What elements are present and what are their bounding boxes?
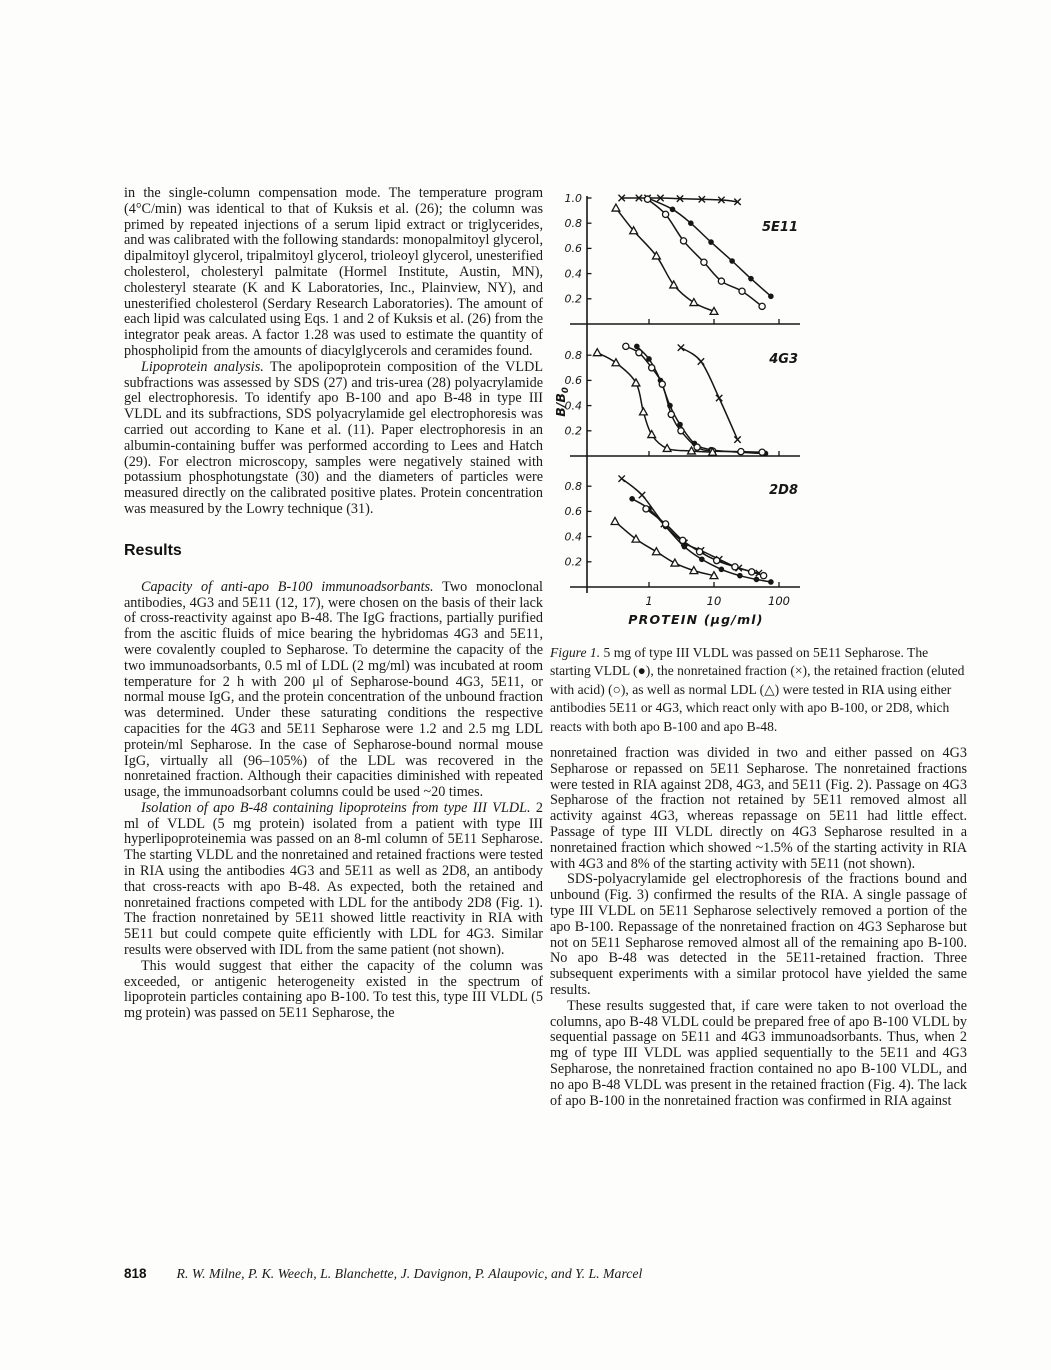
svg-text:5E11: 5E11 [761, 220, 798, 235]
paragraph-lead: Lipoprotein analysis. [141, 358, 264, 375]
paragraph [124, 360, 543, 518]
paragraph-text: 2 ml of VLDL (5 mg protein) isolated from a patient with type III hyperlipoproteinemia was passed on an 8-ml column of 5E11 Sepharose. The starting VLDL and the nonretained and retained fractions were tested in RIA using the antibodies 4G3 and 5E11 as well as 2D8, an antibody that cross-reacts with apo B-48. As expected, both the retained and nonretained fractions competed with LDL for the antibody 2D8 (Fig. 1). The fraction nonretained by 5E11 showed little reactivity in RIA with 5E11 but could compete quite efficiently with LDL for 4G3. Similar results were observed with IDL from the same patient (not shown). [124, 799, 543, 959]
svg-text:1: 1 [645, 594, 653, 608]
footer-authors: R. W. Milne, P. K. Weech, L. Blanchette, J. Davignon, P. Alaupovic, and Y. L. Marcel [176, 1266, 643, 1281]
svg-text:100: 100 [768, 594, 790, 608]
paragraph-text: nonretained fraction was divided in two and either passed on 4G3 Sepharose or repassed on 5E11 Sepharose. The nonretained fractions were tested in RIA against 2D8, 4G3, and 5E11 (Fig. 2). Passage on 4G3 Sepharose of the fraction not retained by 5E11 removed almost all activity against 4G3, whereas repassage on 5E11 had little effect. Passage of type III VLDL directly on 4G3 Sepharose resulted in a nonretained fraction which showed ~1.5% of the starting activity in RIA with 4G3 and 8% of the starting activity with 5E11 (not shown). [550, 745, 967, 872]
svg-text:0.6: 0.6 [564, 505, 582, 519]
paragraph [124, 959, 543, 1022]
page-footer [124, 1266, 984, 1282]
paragraph [550, 999, 967, 1110]
svg-text:0.4: 0.4 [564, 267, 582, 281]
svg-text:0.2: 0.2 [564, 424, 582, 438]
right-column [550, 746, 967, 1109]
svg-text:0.8: 0.8 [564, 217, 582, 230]
svg-text:B/B0: $B/B_0$ [554, 387, 571, 417]
paragraph [124, 801, 543, 959]
svg-text:0.8: 0.8 [564, 480, 582, 493]
page-number: 818 [124, 1266, 147, 1281]
paragraph [124, 186, 543, 360]
section-heading-results: Results [124, 541, 182, 559]
paragraph [124, 580, 543, 801]
ria-competition-chart [554, 190, 824, 638]
figure-1-caption [550, 644, 966, 737]
paragraph-text: This would suggest that either the capacity of the column was exceeded, or antigenic heterogeneity existed in the spectrum of lipoprotein particles containing apo B-100. To test this, type III VLDL (5 mg protein) was passed on 5E11 Sepharose, the [124, 957, 543, 1022]
svg-text:2D8: 2D8 [769, 483, 798, 498]
paragraph-text: in the single-column compensation mode. The temperature program (4°C/min) was identical to that of Kuksis et al. (26); the column was primed by repeated injections of a serum lipid extract or triglycerides, and was calibrated with the following standards: monopalmitoyl glycerol, dipalmitoyl glycerol, tripalmitoyl glycerol, trioleoyl glycerol, unesterified cholesterol, cholesteryl palmitate (Hormel Institute, Austin, MN), cholesteryl stearate (K and K Laboratories, Inc., Plainview, NY), and unesterified cholesterol (Serdary Research Laboratories). The amount of each lipid was calculated using Eqs. 1 and 2 of Kuksis et al. (26) from the integrator peak areas. A factor 1.28 was used to estimate the quantity of phospholipid from the amounts of diacylglycerols and ceramides found. [124, 185, 543, 359]
svg-text:0.8: 0.8 [564, 349, 582, 362]
svg-text:0.4: 0.4 [564, 530, 582, 544]
paragraph-text: These results suggested that, if care were taken to not overload the columns, apo B-48 VLDL could be prepared free of apo B-100 VLDL by sequential passage on 5E11 and 4G3 immunoadsorbants. Thus, when 2 mg of type III VLDL was applied sequentially to the 5E11 and 4G3 Sepharose, the nonretained fraction contained no apo B-100 VLDL, and no apo B-48 VLDL was present in the retained fraction (Fig. 4). The lack of apo B-100 in the nonretained fraction was confirmed in RIA against [550, 997, 967, 1109]
svg-text:0.6: 0.6 [564, 242, 582, 256]
svg-text:0.2: 0.2 [564, 555, 582, 569]
svg-text:0.2: 0.2 [564, 292, 582, 306]
left-column [124, 186, 543, 1022]
paragraph [550, 872, 967, 998]
svg-text:4G3: 4G3 [769, 352, 798, 367]
paragraph [550, 746, 967, 872]
paragraph-lead: Isolation of apo B-48 containing lipoproteins from type III VLDL. [141, 799, 531, 816]
caption-text: 5 mg of type III VLDL was passed on 5E11 Sepharose. The starting VLDL (●), the nonretained fraction (×), the retained fraction (eluted with acid) (○), as well as normal LDL (△) were tested in RIA using either antibodies 5E11 or 4G3, which react only with apo B-100, or 2D8, which reacts with both apo B-100 and apo B-48. [550, 644, 965, 734]
paragraph-text: SDS-polyacrylamide gel electrophoresis of the fractions bound and unbound (Fig. 3) confirmed the results of the RIA. A single passage of type III VLDL on 5E11 Sepharose selectively removed a portion of the apo B-100. Repassage of the nonretained fraction on 4G3 Sepharose but not on 5E11 Sepharose removed almost all of the remaining apo B-100. No apo B-48 was detected in the 5E11-retained fraction. Three subsequent experiments with a similar protocol have yielded the same results. [550, 871, 967, 998]
svg-text:PROTEIN (μg/ml): PROTEIN (μg/ml) [628, 612, 764, 627]
svg-text:1.0: 1.0 [564, 191, 582, 205]
figure-1-plot [554, 190, 824, 638]
paragraph-text: Two monoclonal antibodies, 4G3 and 5E11 (12, 17), were chosen on the basis of their lack of cross-reactivity against apo B-48. The IgG fractions, partially purified from the ascitic fluids of mice bearing the hybridomas 4G3 and 5E11, were covalently coupled to Sepharose. To determine the capacity of the two immunoadsorbants, 0.5 ml of LDL (2 mg/ml) was incubated at room temperature for 2 h with 200 μl of Sepharose-bound 4G3, 5E11, or normal mouse IgG, and the protein concentration of the unbound fraction was determined. Under these saturating conditions the respective capacities for the 4G3 and 5E11 Sepharose were 1.2 and 2.5 mg LDL protein/ml Sepharose. In the case of Sepharose-bound normal mouse IgG, virtually all (96–105%) of the LDL was recovered in the nonretained fraction. Although their capacities diminished with repeated usage, the immunoadsorbant columns could be used ~20 times. [124, 578, 543, 801]
caption-lead: Figure 1. [550, 644, 601, 660]
svg-text:0.4: 0.4 [564, 399, 582, 413]
svg-text:10: 10 [706, 594, 722, 608]
svg-text:0.6: 0.6 [564, 374, 582, 388]
paragraph-lead: Capacity of anti-apo B-100 immunoadsorbants. [141, 578, 434, 595]
paragraph-text: The apolipoprotein composition of the VLDL subfractions was assessed by SDS (27) and tris-urea (28) polyacrylamide gel electrophoresis. To identify apo B-100 and apo B-48 in type III VLDL and its subfractions, SDS polyacrylamide gel electrophoresis was carried out according to Kane et al. (11). Paper electrophoresis in an albumin-containing buffer was performed according to Lees and Hatch (29). For electron microscopy, samples were negatively stained with potassium phosphotungstate (30) and the diameters of particles were measured directly on the calibrated positive plates. Protein concentration was measured by the Lowry technique (31). [124, 358, 543, 517]
